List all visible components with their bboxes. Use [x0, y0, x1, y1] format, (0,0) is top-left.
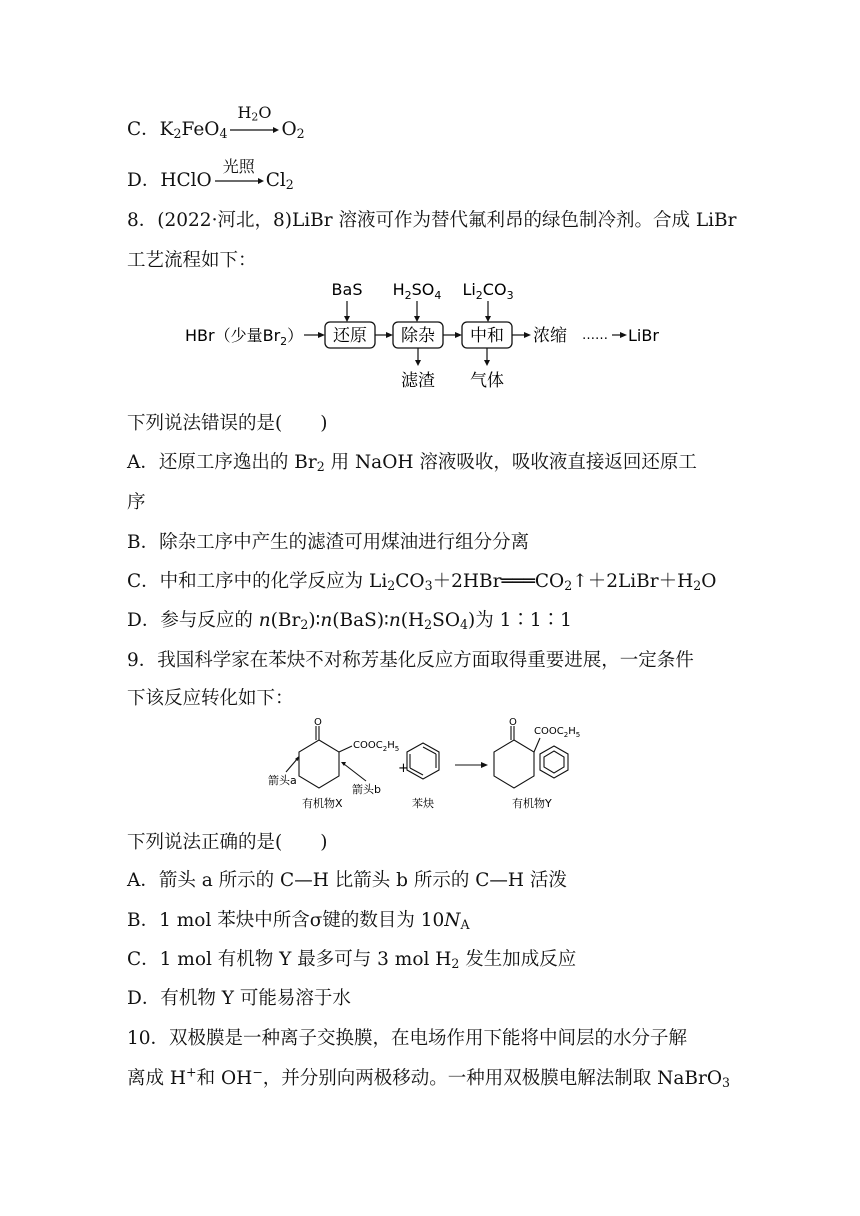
- reaction-scheme: [262, 716, 602, 816]
- plus-sign: +: [398, 761, 409, 776]
- reagent-h2so4: $H_2SO_4$: [392, 280, 442, 302]
- q8-stem-line2: 工艺流程如下：: [127, 250, 257, 271]
- output-residue: 滤渣: [401, 371, 435, 391]
- option-label: C．: [127, 119, 160, 140]
- q7-option-d: D．HClO 光照 $Cl_2$: [127, 157, 294, 193]
- q8-option-a-cont: 序: [127, 492, 146, 513]
- benzyne-ring: [407, 743, 439, 779]
- q9-option-a: A．箭头 a 所示的 C—H 比箭头 b 所示的 C—H 活泼: [127, 870, 567, 891]
- process-flow-diagram: [180, 276, 680, 396]
- flow-start-hbr: HBr（少量$Br_2$）: [185, 326, 304, 348]
- cyclohexane-ring-y: [494, 740, 534, 788]
- arrow-b-label: 箭头b: [352, 783, 381, 796]
- q8-question: 下列说法错误的是( ): [127, 413, 328, 434]
- step-purification: 除杂: [401, 326, 435, 346]
- step-reduction: 还原: [333, 326, 367, 346]
- q9-option-c: C．1 mol 有机物 Y 最多可与 3 mol $H_2$ 发生加成反应: [127, 949, 577, 972]
- cyclohexane-ring-x: [299, 740, 339, 788]
- option-label: D．: [127, 170, 161, 191]
- q9-option-b: B．1 mol 苯炔中所含σ键的数目为 $10N_A$: [127, 910, 470, 933]
- ester-bond-x: [339, 746, 352, 752]
- arrow-a-line: [286, 758, 298, 772]
- q7-option-c: C．$K_2FeO_4$ $H_2O$ $O_2$: [127, 103, 305, 142]
- reaction-arrow: $H_2O$: [229, 125, 279, 135]
- reaction-arrow-head: [481, 762, 488, 768]
- step-concentration: 浓缩: [533, 326, 567, 346]
- q9-stem-line2: 下该反应转化如下：: [127, 688, 294, 709]
- q9-option-d: D．有机物 Y 可能易溶于水: [127, 988, 351, 1009]
- reagent-bas: BaS: [331, 280, 363, 299]
- flow-end-libr: LiBr: [628, 326, 659, 345]
- reaction-arrow: 光照: [214, 176, 264, 186]
- q8-option-d: D．参与反应的 $n(Br_2)∶n(BaS)∶n(H_2SO_4)$为 1∶1∶1: [127, 610, 572, 633]
- ester-label-y: $COOC_2H_5$: [534, 726, 581, 739]
- flow-dots: ……: [582, 328, 608, 343]
- q10-line2: 离成 H+和 OH−，并分别向两极移动。一种用双极膜电解法制取 NaBrO$_3$: [127, 1064, 731, 1091]
- ester-bond-y: [534, 738, 540, 752]
- arrow-b-line: [344, 764, 366, 781]
- q8-option-b: B．除杂工序中产生的滤渣可用煤油进行组分分离: [127, 532, 530, 553]
- compound-y-label: 有机物Y: [512, 797, 552, 810]
- q9-stem-line1: 9．我国科学家在苯炔不对称芳基化反应方面取得重要进展，一定条件: [127, 650, 694, 671]
- benzyne-label: 苯炔: [412, 797, 434, 810]
- arrow-a-label: 箭头a: [268, 774, 297, 787]
- output-gas: 气体: [470, 371, 504, 391]
- q8-stem-line1: 8．(2022·河北，8)LiBr 溶液可作为替代氟利昂的绿色制冷剂。合成 LiBr: [127, 210, 737, 231]
- q8-option-a: A．还原工序逸出的 $Br_2$ 用 NaOH 溶液吸收，吸收液直接返回还原工: [127, 452, 697, 475]
- q10-line1: 10．双极膜是一种离子交换膜，在电场作用下能将中间层的水分子解: [127, 1028, 688, 1049]
- step-neutralization: 中和: [470, 326, 504, 346]
- carbonyl-o-y: O: [509, 717, 517, 728]
- q9-question: 下列说法正确的是( ): [127, 832, 328, 853]
- carbonyl-o-x: O: [314, 717, 322, 728]
- reagent-li2co3: $Li_2CO_3$: [462, 280, 514, 302]
- ester-label-x: $COOC_2H_5$: [353, 740, 400, 753]
- q8-option-c: C．中和工序中的化学反应为 $Li_2CO_3+2HBr═══CO_2↑+2LiBr+H_2O$: [127, 571, 717, 594]
- compound-x-label: 有机物X: [302, 797, 343, 810]
